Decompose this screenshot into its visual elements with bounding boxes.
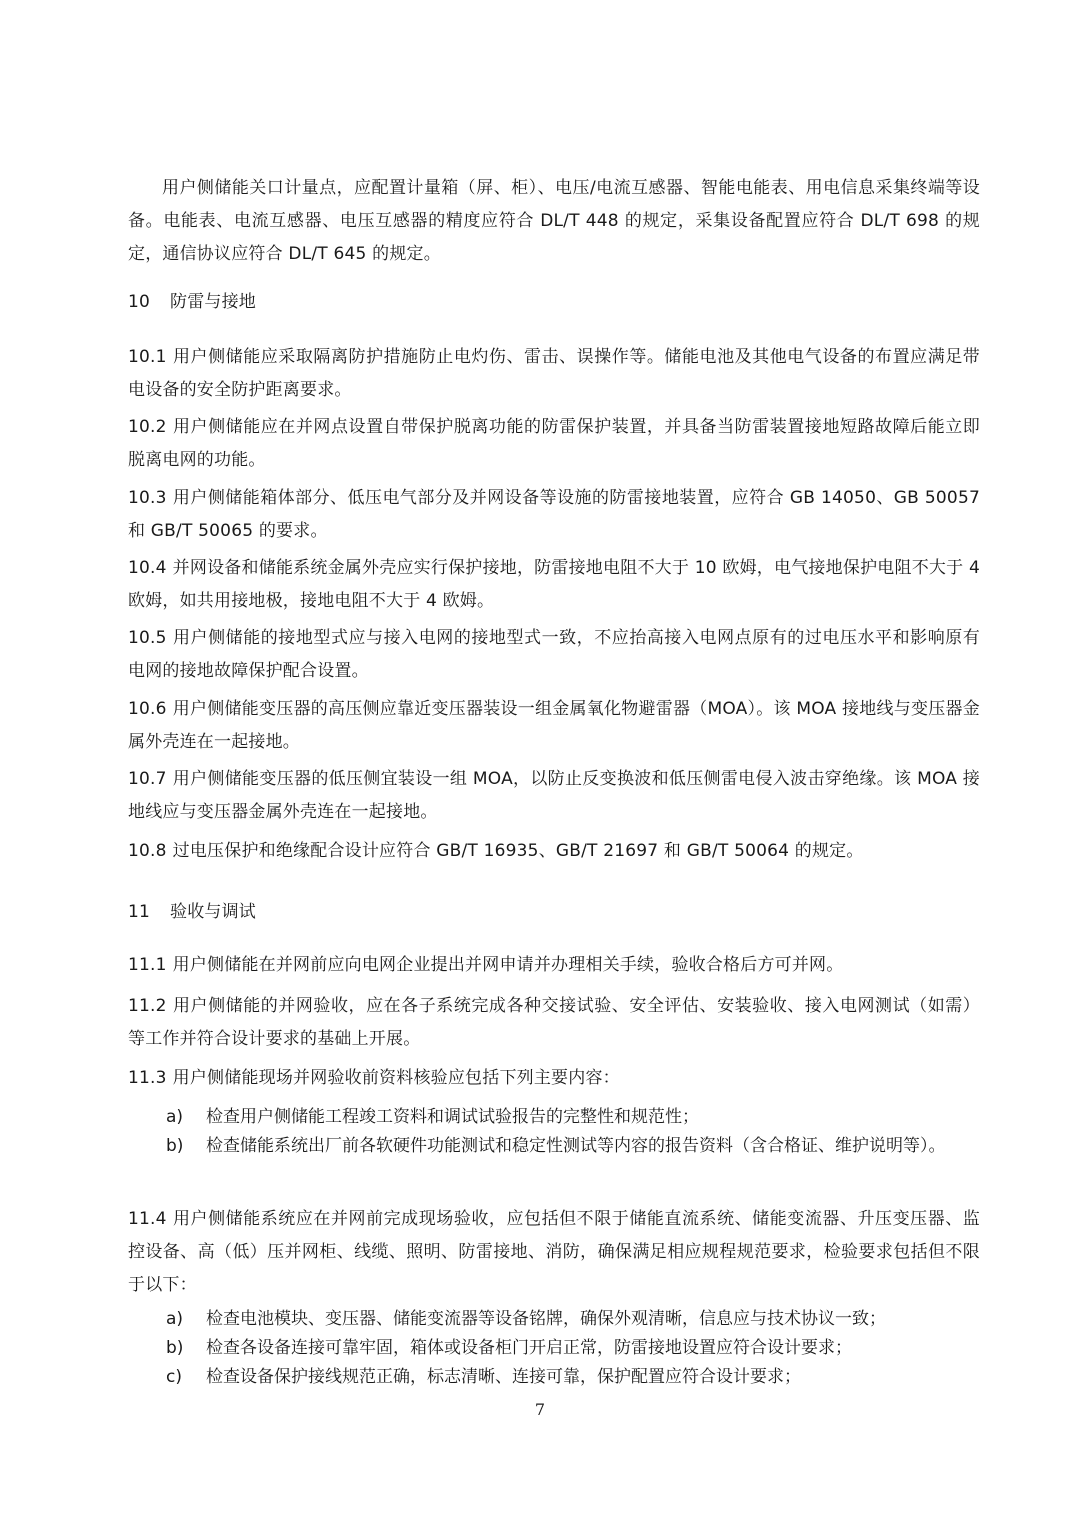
- clause-10-2: [128, 411, 980, 477]
- list-item: [166, 1132, 980, 1161]
- section-title: 验收与调试: [170, 902, 256, 922]
- clause-text: 用户侧储能变压器的低压侧宜装设一组 MOA，以防止反变换波和低压侧雷电侵入波击穿绝缘。该 MOA 接地线应与变压器金属外壳连在一起接地。: [128, 769, 980, 822]
- clause-text: 用户侧储能在并网前应向电网企业提出并网申请并办理相关手续，验收合格后方可并网。: [172, 955, 844, 975]
- clause-text: 用户侧储能箱体部分、低压电气部分及并网设备等设施的防雷接地装置，应符合 GB 14050、GB 50057 和 GB/T 50065 的要求。: [128, 488, 980, 541]
- clause-number: 10.2: [128, 417, 167, 437]
- list-item-text: 检查储能系统出厂前各软硬件功能测试和稳定性测试等内容的报告资料（含合格证、维护说明等）。: [206, 1136, 946, 1156]
- clause-text: 过电压保护和绝缘配合设计应符合 GB/T 16935、GB/T 21697 和 GB/T 50064 的规定。: [172, 841, 864, 861]
- section-number: 10: [128, 292, 151, 312]
- list-item-text: 检查设备保护接线规范正确，标志清晰、连接可靠，保护配置应符合设计要求；: [206, 1367, 801, 1387]
- list-item: [166, 1305, 980, 1334]
- list-marker: c): [166, 1367, 182, 1387]
- list-marker: a): [166, 1309, 184, 1329]
- list-item: [166, 1334, 980, 1363]
- clause-10-8: [128, 835, 980, 868]
- clause-11-3: [128, 1062, 980, 1095]
- clause-number: 10.1: [128, 347, 167, 367]
- clause-11-4: [128, 1203, 980, 1302]
- clause-number: 10.4: [128, 558, 167, 578]
- clause-number: 10.3: [128, 488, 167, 508]
- list-marker: a): [166, 1107, 184, 1127]
- section-heading-11: [128, 896, 980, 929]
- clause-text: 用户侧储能的接地型式应与接入电网的接地型式一致，不应抬高接入电网点原有的过电压水平和影响原有电网的接地故障保护配合设置。: [128, 628, 980, 681]
- clause-text: 用户侧储能应采取隔离防护措施防止电灼伤、雷击、误操作等。储能电池及其他电气设备的布置应满足带电设备的安全防护距离要求。: [128, 347, 980, 400]
- list-item-text: 检查用户侧储能工程竣工资料和调试试验报告的完整性和规范性；: [206, 1107, 699, 1127]
- list-11-4: [166, 1305, 980, 1392]
- list-item: [166, 1363, 980, 1392]
- clause-10-3: [128, 482, 980, 548]
- clause-text: 用户侧储能系统应在并网前完成现场验收，应包括但不限于储能直流系统、储能变流器、升压变压器、监控设备、高（低）压并网柜、线缆、照明、防雷接地、消防，确保满足相应规程规范要求，检验要求包括但不限于以下：: [128, 1209, 980, 1295]
- clause-10-7: [128, 763, 980, 829]
- list-marker: b): [166, 1136, 184, 1156]
- list-11-3: [166, 1103, 980, 1161]
- clause-number: 10.5: [128, 628, 167, 648]
- clause-text: 并网设备和储能系统金属外壳应实行保护接地，防雷接地电阻不大于 10 欧姆，电气接地保护电阻不大于 4 欧姆，如共用接地极，接地电阻不大于 4 欧姆。: [128, 558, 980, 611]
- page-number: 7: [534, 1400, 546, 1419]
- clause-number: 11.1: [128, 955, 167, 975]
- clause-number: 10.8: [128, 841, 167, 861]
- list-marker: b): [166, 1338, 184, 1358]
- clause-number: 11.3: [128, 1068, 167, 1088]
- clause-11-2: [128, 990, 980, 1056]
- clause-10-4: [128, 552, 980, 618]
- clause-number: 10.6: [128, 699, 167, 719]
- clause-number: 11.2: [128, 996, 167, 1016]
- clause-text: 用户侧储能变压器的高压侧应靠近变压器装设一组金属氧化物避雷器（MOA）。该 MOA 接地线与变压器金属外壳连在一起接地。: [128, 699, 980, 752]
- clause-10-5: [128, 622, 980, 688]
- intro-paragraph: 用户侧储能关口计量点，应配置计量箱（屏、柜）、电压/电流互感器、智能电能表、用电信息采集终端等设备。电能表、电流互感器、电压互感器的精度应符合 DL/T 448 的规定，采集设备配置应符合 DL/T 698 的规定，通信协议应符合 DL/T 645 的规定。: [128, 178, 980, 264]
- clause-11-1: [128, 949, 980, 982]
- clause-number: 10.7: [128, 769, 167, 789]
- clause-text: 用户侧储能的并网验收，应在各子系统完成各种交接试验、安全评估、安装验收、接入电网测试（如需）等工作并符合设计要求的基础上开展。: [128, 996, 980, 1049]
- clause-text: 用户侧储能应在并网点设置自带保护脱离功能的防雷保护装置，并具备当防雷装置接地短路故障后能立即脱离电网的功能。: [128, 417, 980, 470]
- clause-10-1: [128, 341, 980, 407]
- section-number: 11: [128, 902, 151, 922]
- list-item-text: 检查电池模块、变压器、储能变流器等设备铭牌，确保外观清晰，信息应与技术协议一致；: [206, 1309, 886, 1329]
- clause-10-6: [128, 693, 980, 759]
- section-heading-10: [128, 286, 980, 319]
- clause-number: 11.4: [128, 1209, 167, 1229]
- list-item-text: 检查各设备连接可靠牢固，箱体或设备柜门开启正常，防雷接地设置应符合设计要求；: [206, 1338, 852, 1358]
- section-title: 防雷与接地: [170, 292, 256, 312]
- clause-text: 用户侧储能现场并网验收前资料核验应包括下列主要内容：: [172, 1068, 620, 1088]
- list-item: [166, 1103, 980, 1132]
